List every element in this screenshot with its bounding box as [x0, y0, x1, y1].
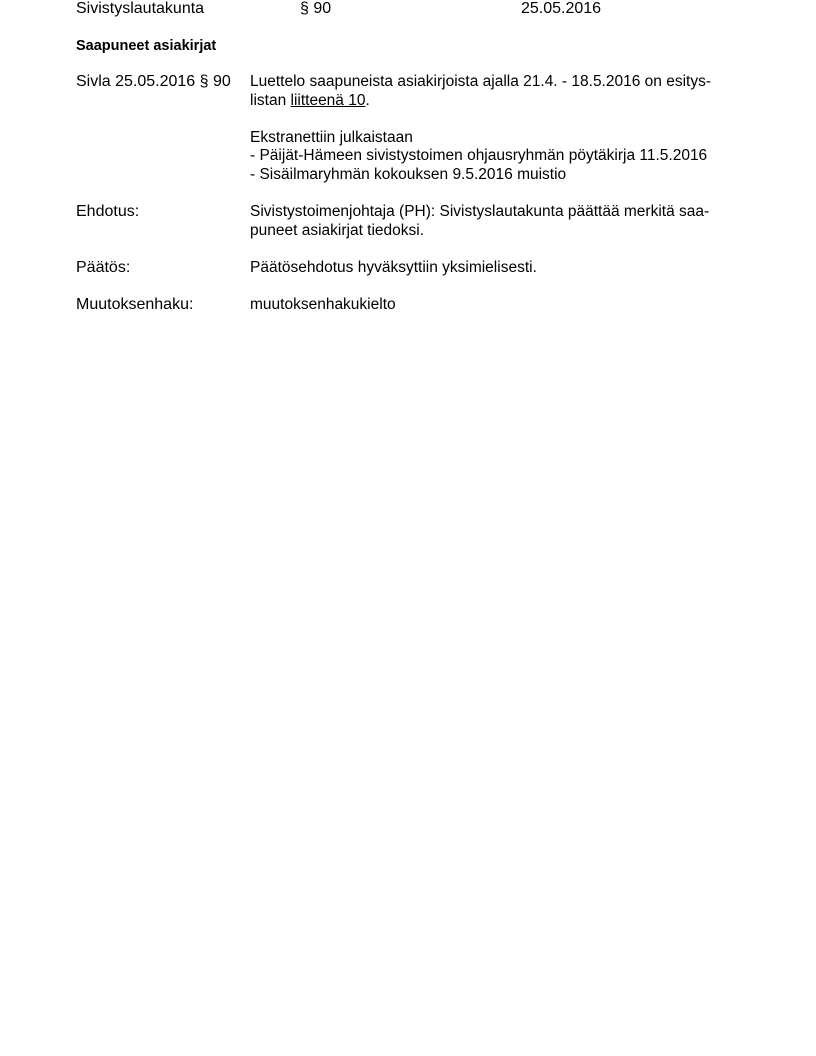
header-paragraph-number: § 90	[300, 0, 332, 17]
section-title: Saapuneet asiakirjat	[76, 38, 217, 54]
header-body-name: Sivistyslautakunta	[76, 0, 205, 17]
proposal-line-1: Sivistystoimenjohtaja (PH): Sivistyslautakunta päättää merkitä saa-	[250, 203, 710, 220]
proposal-line-2: puneet asiakirjat tiedoksi.	[250, 221, 425, 239]
decision-label: Päätös:	[76, 259, 131, 276]
reference-line-1: Luettelo saapuneista asiakirjoista ajalla 21.4. - 18.5.2016 on esitys-	[250, 73, 711, 90]
extranet-item: - Sisäilmaryhmän kokouksen 9.5.2016 muistio	[250, 165, 567, 183]
attachment-link[interactable]: liitteenä 10	[290, 91, 366, 109]
decision-text: Päätösehdotus hyväksyttiin yksimielisesti.	[250, 259, 537, 276]
extranet-item: - Päijät-Hämeen sivistystoimen ohjausryhmän pöytäkirja 11.5.2016	[250, 147, 708, 164]
appeal-content	[250, 296, 730, 315]
reference-line-2-suffix: .	[365, 91, 370, 109]
proposal-content	[250, 203, 730, 240]
reference-content	[250, 73, 730, 184]
appeal-label: Muutoksenhaku:	[76, 296, 194, 313]
reference-line-2	[250, 92, 730, 111]
header-date: 25.05.2016	[521, 0, 602, 17]
appeal-text: muutoksenhakukielto	[250, 296, 396, 313]
spacer	[250, 110, 730, 129]
decision-content	[250, 259, 730, 278]
reference-line-2-prefix: listan	[250, 91, 291, 109]
extranet-heading: Ekstranettiin julkaistaan	[250, 128, 413, 146]
reference-label: Sivla 25.05.2016 § 90	[76, 73, 231, 90]
proposal-label: Ehdotus:	[76, 203, 140, 220]
